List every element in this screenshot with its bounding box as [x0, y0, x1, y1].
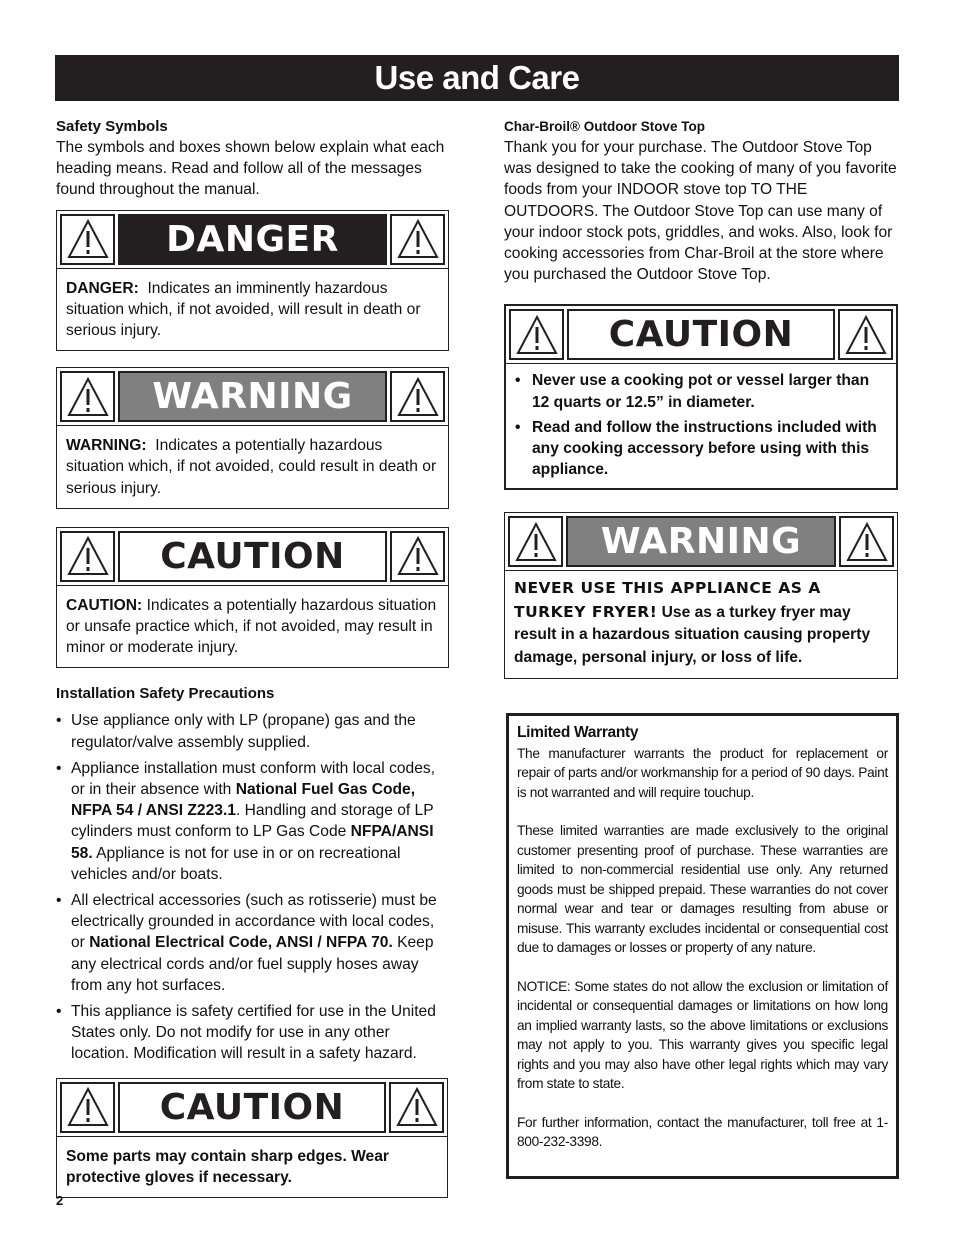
safety-symbols-text: The symbols and boxes shown below explain what each heading means. Read and follow all of the messages found throughout the manual. [56, 139, 445, 199]
warning-description [57, 426, 448, 508]
code-reference: National Fuel Gas Code, NFPA 54 / ANSI Z223.1 [71, 781, 416, 820]
danger-text: Indicates an imminently hazardous situation which, if not avoided, will result in death or serious injury. [66, 279, 421, 340]
list-item [56, 890, 449, 996]
warranty-paragraph: The manufacturer warrants the product for replacement or repair of parts and/or workmanship for a period of 90 days. Paint is not warranted and will require touchup. [517, 745, 888, 800]
danger-signal-word: DANGER [118, 214, 387, 265]
danger-box [56, 210, 449, 352]
left-column [56, 117, 449, 1198]
safety-symbols-heading: Safety Symbols [56, 118, 168, 135]
warning-signal-word: WARNING [118, 371, 387, 422]
list-item-text: This appliance is safety certified for use in the United States only. Do not modify for use in any other location. Modification will result in a safety hazard. [71, 1003, 436, 1063]
caution-box-sharp-edges [56, 1078, 448, 1198]
page-number: 2 [56, 1193, 64, 1208]
warning-triangle-icon [60, 1082, 115, 1133]
turkey-fryer-body: Use as a turkey fryer may result in a hazardous situation causing property damage, personal injury, or loss of life. [514, 603, 871, 666]
stove-top-intro: Thank you for your purchase. The Outdoor Stove Top was designed to take the cooking of many of you favorite foods from your INDOOR stove top TO THE OUTDOORS. The Outdoor Stove Top can use many of your indoor stock pots, griddles, and woks. Also, look for cooking accessories from Char-Broil at the store where you purchased the Outdoor Stove Top. [504, 139, 897, 284]
warning-triangle-icon [60, 214, 115, 265]
warning-text: Indicates a potentially hazardous situation which, if not avoided, could result in death or serious injury. [66, 437, 437, 497]
list-item-text: . Handling and storage of LP cylinders must conform to LP Gas Code [71, 802, 434, 841]
sharp-edges-text: Some parts may contain sharp edges. Wear protective gloves if necessary. [66, 1147, 389, 1186]
caution-header [57, 1079, 447, 1137]
warning-signal-word: WARNING [566, 516, 836, 567]
caution-text: Indicates a potentially hazardous situation or unsafe practice which, if not avoided, may result in minor or moderate injury. [66, 596, 437, 657]
warning-header [57, 368, 448, 426]
warranty-paragraph: NOTICE: Some states do not allow the exclusion or limitation of incidental or consequential damages or limitations on how long an implied warranty lasts, so the above limitations or exclusions may not apply to you. This warranty gives you specific legal rights and you may also have other legal rights which may vary from state to state. [517, 978, 888, 1091]
warning-box [56, 367, 449, 509]
caution-signal-word: CAUTION [118, 1082, 386, 1133]
caution-signal-word: CAUTION [567, 309, 835, 360]
caution-list-container [506, 364, 896, 488]
warning-triangle-icon [60, 531, 115, 582]
turkey-fryer-heading: NEVER USE THIS APPLIANCE AS A TURKEY FRYER! [514, 579, 821, 621]
danger-label: DANGER: [66, 279, 139, 297]
caution-list [515, 370, 887, 480]
caution-signal-word: CAUTION [118, 531, 387, 582]
warning-triangle-icon [390, 371, 445, 422]
turkey-fryer-warning-box [504, 512, 898, 679]
list-item: • Never use a cooking pot or vessel larger than 12 quarts or 12.5” in diameter. [515, 370, 887, 412]
warning-triangle-icon [839, 516, 894, 567]
list-item [56, 1001, 449, 1065]
caution-box-right [504, 304, 898, 490]
turkey-fryer-text [505, 571, 897, 678]
warranty-title: Limited Warranty [517, 724, 639, 741]
list-item-text: All electrical accessories (such as rotisserie) must be electrically grounded in accordance with local codes, or [71, 892, 437, 952]
warning-triangle-icon [390, 214, 445, 265]
caution-header [57, 528, 448, 586]
warning-label: WARNING: [66, 437, 147, 455]
warning-triangle-icon [60, 371, 115, 422]
installation-list [56, 710, 449, 1064]
list-item-text: Keep any electrical cords and/or fuel supply hoses away from any hot surfaces. [71, 934, 434, 994]
caution-description [57, 586, 448, 668]
limited-warranty-box [506, 713, 899, 1179]
warning-header [505, 513, 897, 571]
list-item-text: Appliance is not for use in or on recreational vehicles and/or boats. [71, 844, 401, 883]
list-item-text: Use appliance only with LP (propane) gas and the regulator/valve assembly supplied. [71, 712, 416, 751]
list-item: • Read and follow the instructions included with any cooking accessory before using with this appliance. [515, 417, 887, 481]
warranty-contact: For further information, contact the manufacturer, toll free at 1-800-232-3398. [517, 1114, 888, 1149]
warning-triangle-icon [838, 309, 893, 360]
list-item [56, 710, 449, 752]
code-reference: NFPA/ANSI 58. [71, 823, 434, 862]
page-title: Use and Care [55, 55, 899, 101]
installation-heading: Installation Safety Precautions [56, 685, 275, 703]
code-reference: National Electrical Code, ANSI / NFPA 70. [89, 934, 393, 952]
warning-triangle-icon [390, 531, 445, 582]
list-item [56, 758, 449, 885]
warranty-paragraph: These limited warranties are made exclusively to the original customer presenting proof of purchase. These warranties are limited to non-commercial residential use only. Any returned goods must be shipped prepaid. These warranties do not cover normal wear and tear or damages resulting from abuse or misuse. This warranty excludes incidental or consequential cost due to damages or losses or property of any nature. [517, 823, 888, 955]
danger-header [57, 211, 448, 269]
list-item-text: Appliance installation must conform with local codes, or in their absence with [71, 759, 436, 799]
caution-label: CAUTION: [66, 596, 143, 614]
right-column [504, 117, 898, 679]
warning-triangle-icon [508, 516, 563, 567]
caution-header [506, 306, 896, 364]
warning-triangle-icon [389, 1082, 444, 1133]
stove-top-heading: Char-Broil® Outdoor Stove Top [504, 119, 705, 134]
caution-box [56, 527, 449, 669]
danger-description [57, 269, 448, 351]
warning-triangle-icon [509, 309, 564, 360]
